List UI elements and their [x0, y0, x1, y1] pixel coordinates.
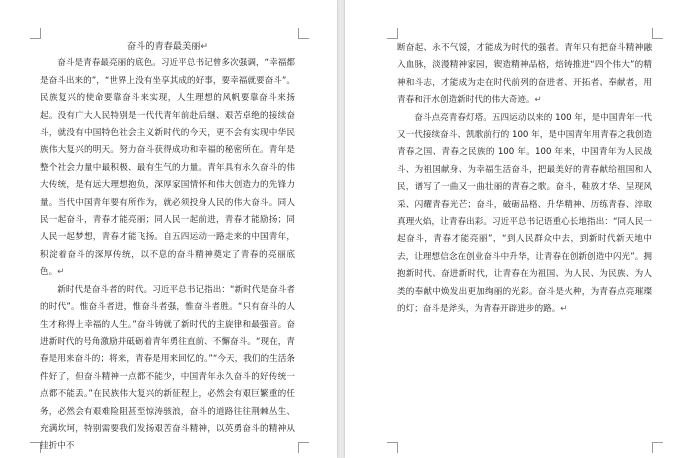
corner-mark-bottom-right [298, 442, 309, 453]
page-body[interactable] [397, 40, 652, 319]
corner-mark-top-left [387, 28, 398, 39]
document-title-text: 奋斗的青春最美丽 [126, 41, 201, 52]
paragraph [40, 282, 295, 456]
paragraph-text: 新时代是奋斗者的时代。习近平总书记指出：“新时代是奋斗者的时代”。惟奋斗者进，惟奋斗者强，惟奋斗者胜。“只有奋斗的人生才称得上幸福的人生。”奋斗铸就了新时代的主旋律和最强音。奋进新时代的号角激励并砥砺着青年勇往直前、不懈奋斗。“现在，青春是用来奋斗的；将来，青春是用来回忆的。”“今天，我们的生活条件好了，但奋斗精神一点都不能少，中国青年永久奋斗的好传统一点都不能丢。”在民族伟大复兴的新征程上，必然会有艰巨繁重的任务，必然会有艰难险阻甚至惊涛骇浪，奋斗的道路往往荆棘丛生、充满坎坷，特别需要我们发扬艰苦奋斗精神，以英勇奋斗的精神从挂折中不 [40, 284, 295, 452]
paragraph-text: 奋斗是青春最亮丽的底色。习近平总书记曾多次强调，“幸福都是奋斗出来的”，“世界上没有坐享其成的好事，要幸福就要奋斗”。民族复兴的使命要靠奋斗来实现，人生理想的风帆要靠奋斗来扬起。没有广大人民特别是一代代青年前赴后继、艰苦卓绝的接续奋斗，就没有中国特色社会主义新时代的今天，更不会有实现中华民族伟大复兴的明天。努力奋斗获得成功和幸福的秘密所在。青年是整个社会力量中最积极、最有生气的力量。青年具有永久奋斗的伟大传统，是有远大理想抱负，深厚家国情怀和伟大创造力的先锋力量。当代中国青年要有所作为，就必须投身人民的伟大奋斗。同人民一起奋斗，青春才能亮丽；同人民一起前进，青春才能励扬；同人民一起梦想，青春才能飞扬。自五四运动一路走来的中国青年，积淀着奋斗的深厚传统，以不息的奋斗精神奠定了青春的亮丽底色。 [40, 58, 295, 278]
paragraph-mark: ↵ [57, 267, 65, 278]
corner-mark-top-right [298, 28, 309, 39]
document-page-left [0, 0, 337, 458]
paragraph-mark: ↵ [534, 95, 542, 106]
paragraph-text: 奋斗点亮青春灯塔。五四运动以来的 100 年，是中国青年一代又一代接续奋斗、凯歌前行的 100 年，是中国青年用青春之我创造青春之国、青春之民族的 100 年。100 年来，中国青年为人民战斗、为祖国献身、为幸福生活奋斗，把最美好的青春献给祖国和人民，谱写了一曲又一曲壮丽的青春之歌。奋斗，鞋放才华、呈现风采、闪耀青春光芒；奋斗，破砺品格、升华精神、历练青春、淬取真理火焰，让青春出彩。习近平总书记语重心长地指出：“同人民一起奋斗，青春才能亮丽”，“到人民群众中去，到新时代新天地中去，让理想信念在创业奋斗中升华，让青春在创新创造中闪光”。拥抱新时代、奋进新时代，让青春在为祖国、为人民、为民族、为人类的奉献中焕发出更加绚丽的光彩。奋斗是火种，为青春点亮璀璨的灯；奋斗是斧头，为青春开辟进步的路。 [397, 112, 652, 315]
document-title [40, 38, 295, 55]
paragraph [40, 55, 295, 281]
paragraph [397, 110, 652, 319]
paragraph-text: 断奋起、永不气馁，才能成为时代的强者。青年只有把奋斗精神融入血脉，淡漫精神家园，锲造精神品格，焙铸推进“四个伟大”的精神和斗志，才能成为走在时代前列的奋进者、开拓者、奉献者，用青春和汗水创造新时代的伟大奇迹。 [397, 43, 652, 106]
corner-mark-top-right [652, 28, 663, 39]
paragraph-mark: ↵ [200, 41, 209, 52]
paragraph-mark: ↵ [560, 304, 568, 315]
document-page-right [345, 0, 692, 458]
paragraph [397, 40, 652, 110]
corner-mark-bottom-left [387, 442, 398, 453]
page-body[interactable] [40, 38, 295, 456]
corner-mark-bottom-right [652, 442, 663, 453]
